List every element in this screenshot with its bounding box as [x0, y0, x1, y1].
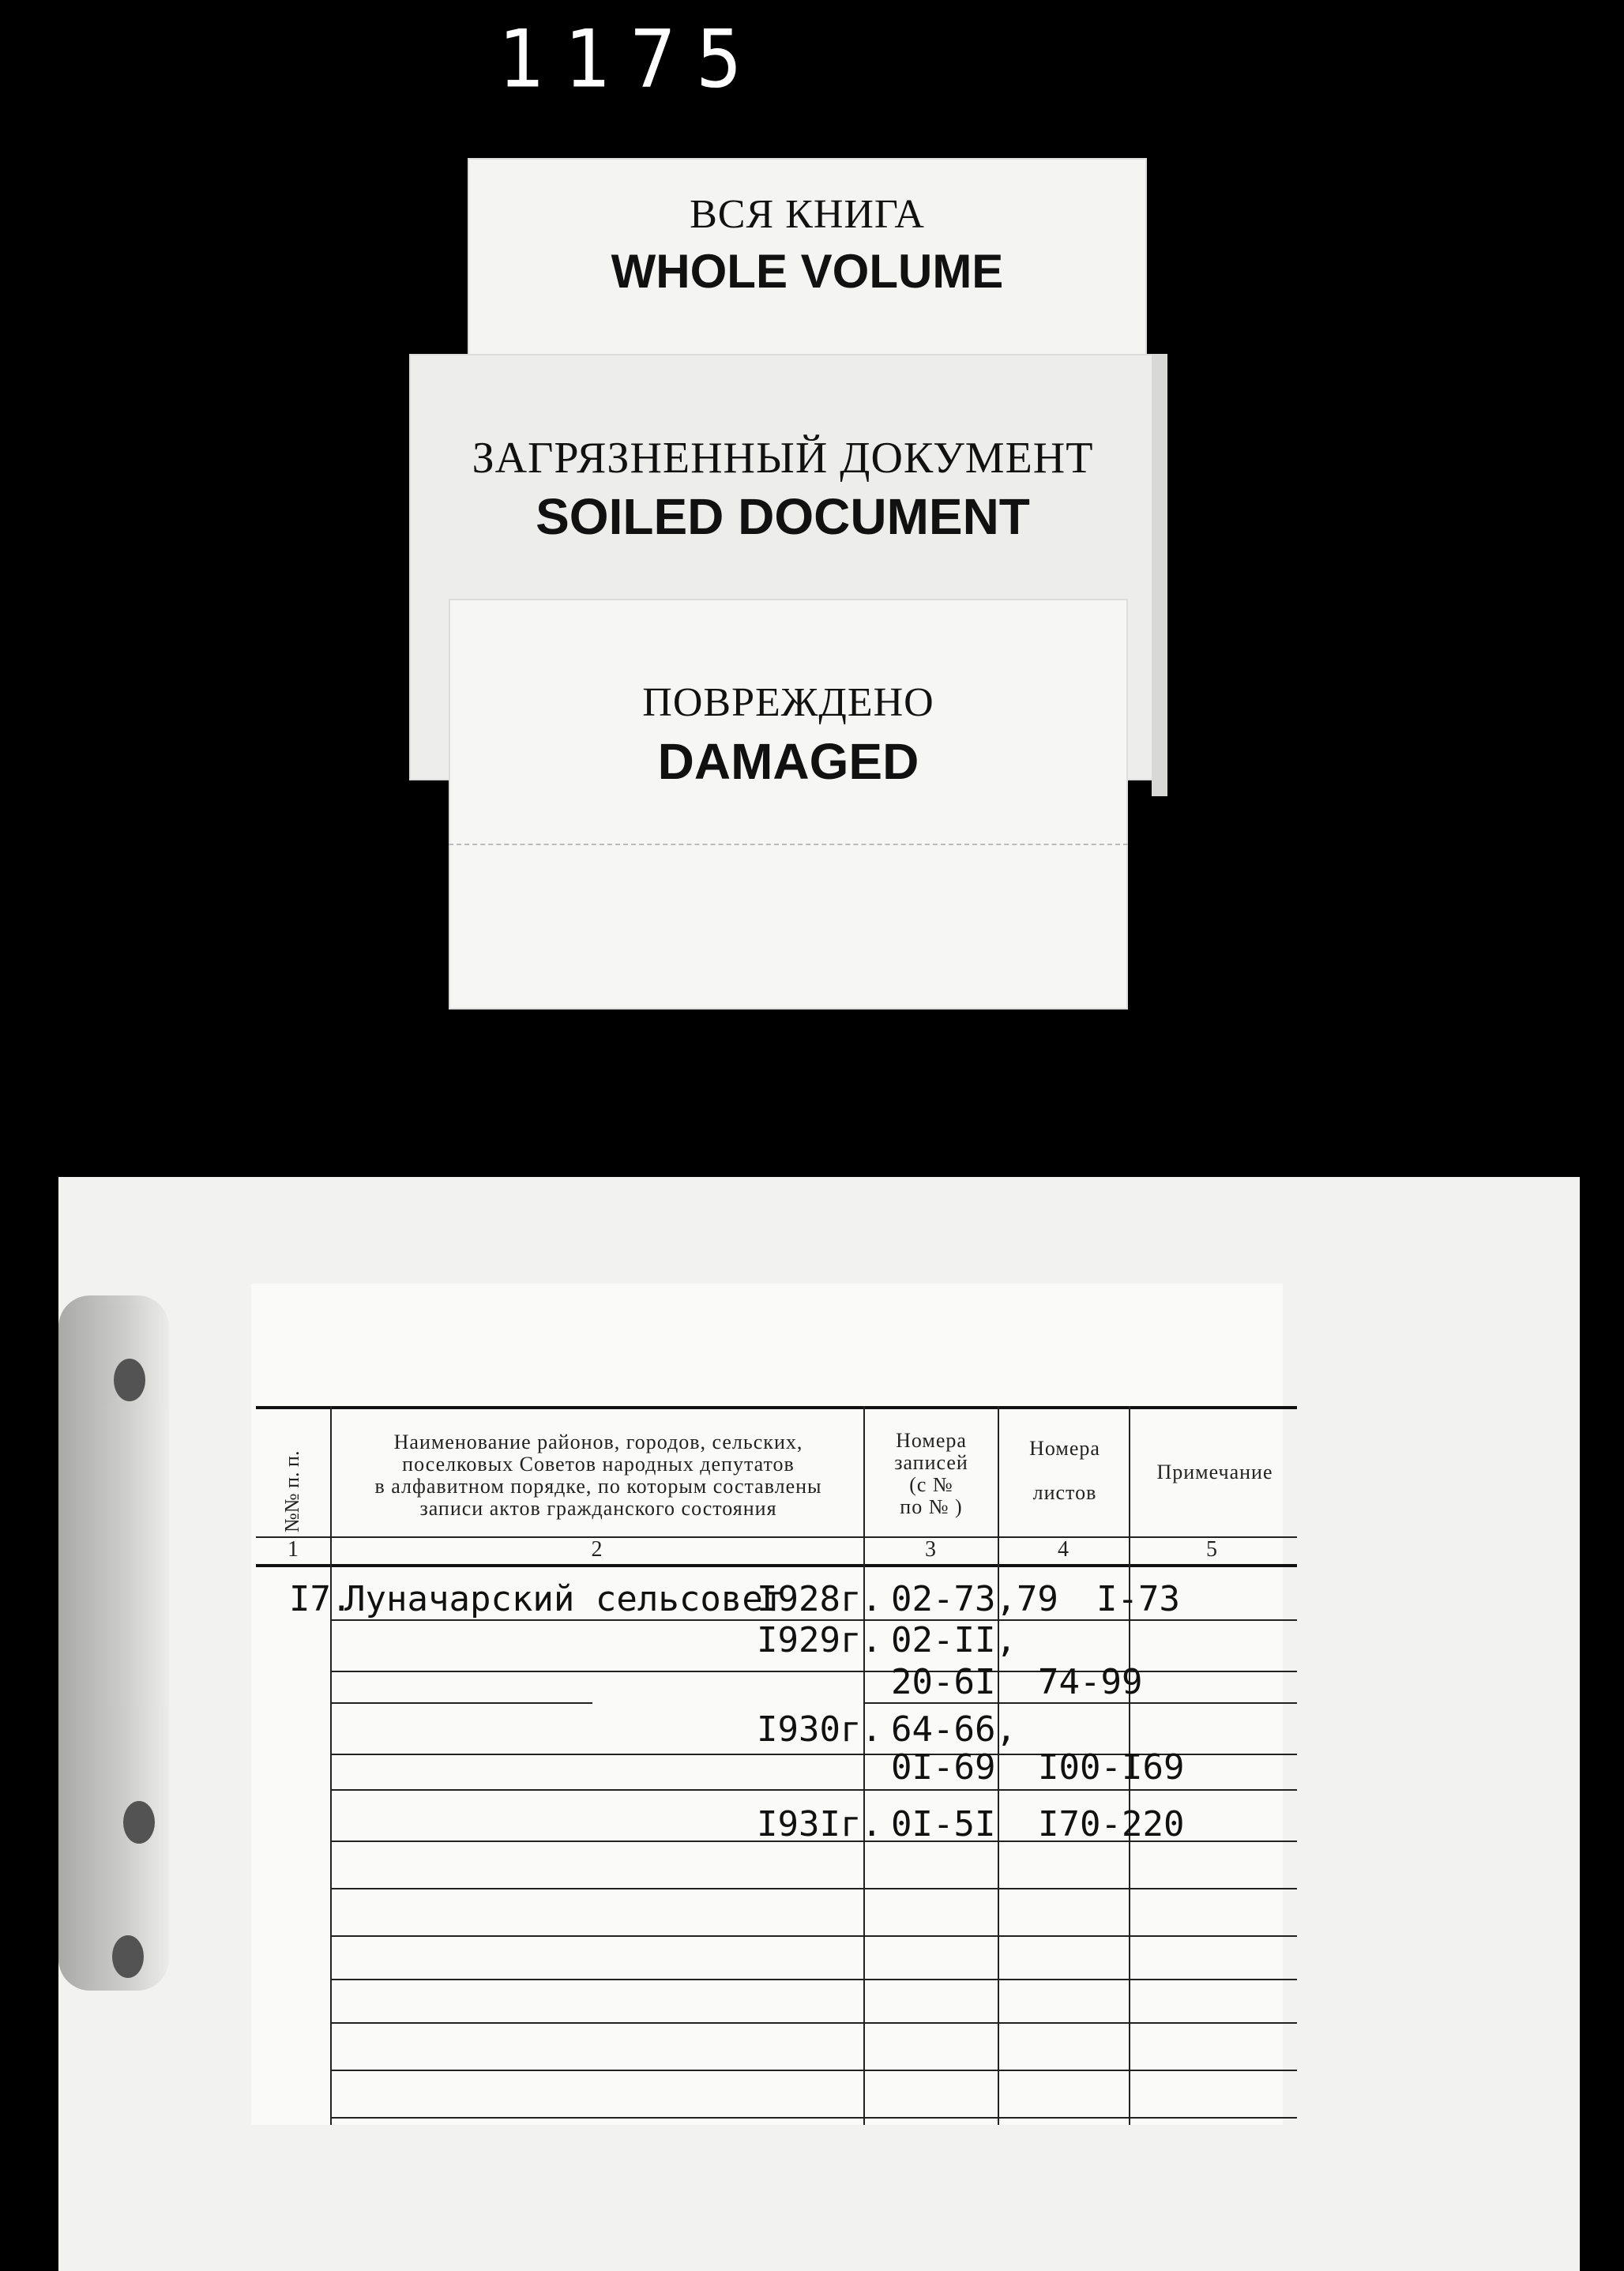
entry-sheets: I00-I69	[1038, 1747, 1185, 1788]
row-rule	[332, 1935, 1297, 1937]
damaged-label-en: DAMAGED	[657, 733, 919, 790]
entry-records: 0I-69	[891, 1747, 996, 1788]
damaged-label	[449, 599, 1128, 1010]
entry-number: I7.	[289, 1579, 352, 1619]
row-rule	[865, 1702, 1297, 1704]
card-fold	[449, 844, 1128, 845]
header-col4-line: Номера	[1029, 1437, 1100, 1460]
entry-year: I93Iг.	[757, 1804, 882, 1844]
entry-sheets: I70-220	[1038, 1804, 1185, 1844]
binding-hole	[123, 1801, 155, 1844]
column-number: 2	[591, 1537, 603, 1562]
header-col3-line: записей	[894, 1451, 968, 1474]
column-divider	[998, 1406, 999, 2125]
row-rule	[332, 1888, 1297, 1889]
column-number: 5	[1206, 1537, 1217, 1562]
entry-sheets: I-73	[1096, 1579, 1180, 1619]
entry-records: 02-II,	[891, 1620, 1017, 1660]
column-divider	[330, 1406, 332, 2125]
entry-year: I928г.	[757, 1579, 882, 1619]
entry-year: I929г.	[757, 1620, 882, 1660]
row-rule	[332, 1671, 1297, 1672]
entry-records: 20-6I	[891, 1662, 996, 1702]
whole-volume-label-en: WHOLE VOLUME	[611, 245, 1004, 298]
damaged-binding-edge	[58, 1295, 169, 1991]
header-col3-line: (с №	[909, 1473, 953, 1496]
row-rule	[332, 2117, 1297, 2119]
column-number: 3	[925, 1537, 936, 1562]
header-col5: Примечание	[1156, 1461, 1273, 1483]
entry-records: 64-66,	[891, 1709, 1017, 1750]
soiled-label-ru: ЗАГРЯЗНЕННЫЙ ДОКУМЕНТ	[472, 434, 1094, 483]
entry-name: Луначарский сельсовет	[344, 1579, 784, 1619]
frame-number: 1175	[498, 13, 763, 106]
row-rule	[332, 1979, 1297, 1980]
header-col2-line: в алфавитном порядке, по которым составлены	[374, 1475, 822, 1498]
column-number: 1	[288, 1537, 299, 1562]
entry-sheets: 74-99	[1038, 1662, 1143, 1702]
header-col3	[867, 1430, 995, 1518]
header-col2-line: Наименование районов, городов, сельских,	[393, 1431, 803, 1453]
header-col2-line: поселковых Советов народных депутатов	[402, 1453, 795, 1476]
header-col4	[1002, 1438, 1128, 1504]
header-col4-line: листов	[1032, 1481, 1097, 1504]
header-col1: №№ п. п.	[280, 1450, 303, 1532]
entry-year: I930г.	[757, 1709, 882, 1750]
soiled-label-en: SOILED DOCUMENT	[536, 488, 1030, 545]
column-number-rule	[256, 1564, 1297, 1567]
row-rule	[332, 2070, 1297, 2071]
table-top-rule	[256, 1406, 1297, 1409]
row-rule	[332, 1702, 592, 1704]
row-rule	[332, 2022, 1297, 2024]
header-col3-line: Номера	[896, 1429, 967, 1452]
header-col2-line: записи актов гражданского состояния	[419, 1497, 777, 1520]
whole-volume-label-ru: ВСЯ КНИГА	[690, 192, 925, 237]
damaged-label-ru: ПОВРЕЖДЕНО	[642, 680, 934, 725]
entry-records: 02-73,79	[891, 1579, 1058, 1619]
entry-records: 0I-5I	[891, 1804, 996, 1844]
binding-hole	[114, 1359, 145, 1401]
header-col3-line: по № )	[900, 1495, 963, 1518]
binding-hole	[112, 1935, 144, 1978]
row-rule	[332, 1789, 1297, 1791]
whole-volume-label	[468, 158, 1147, 355]
column-divider	[863, 1406, 865, 2125]
card-tab	[1152, 354, 1167, 796]
column-number: 4	[1058, 1537, 1069, 1562]
header-col2	[336, 1431, 861, 1520]
